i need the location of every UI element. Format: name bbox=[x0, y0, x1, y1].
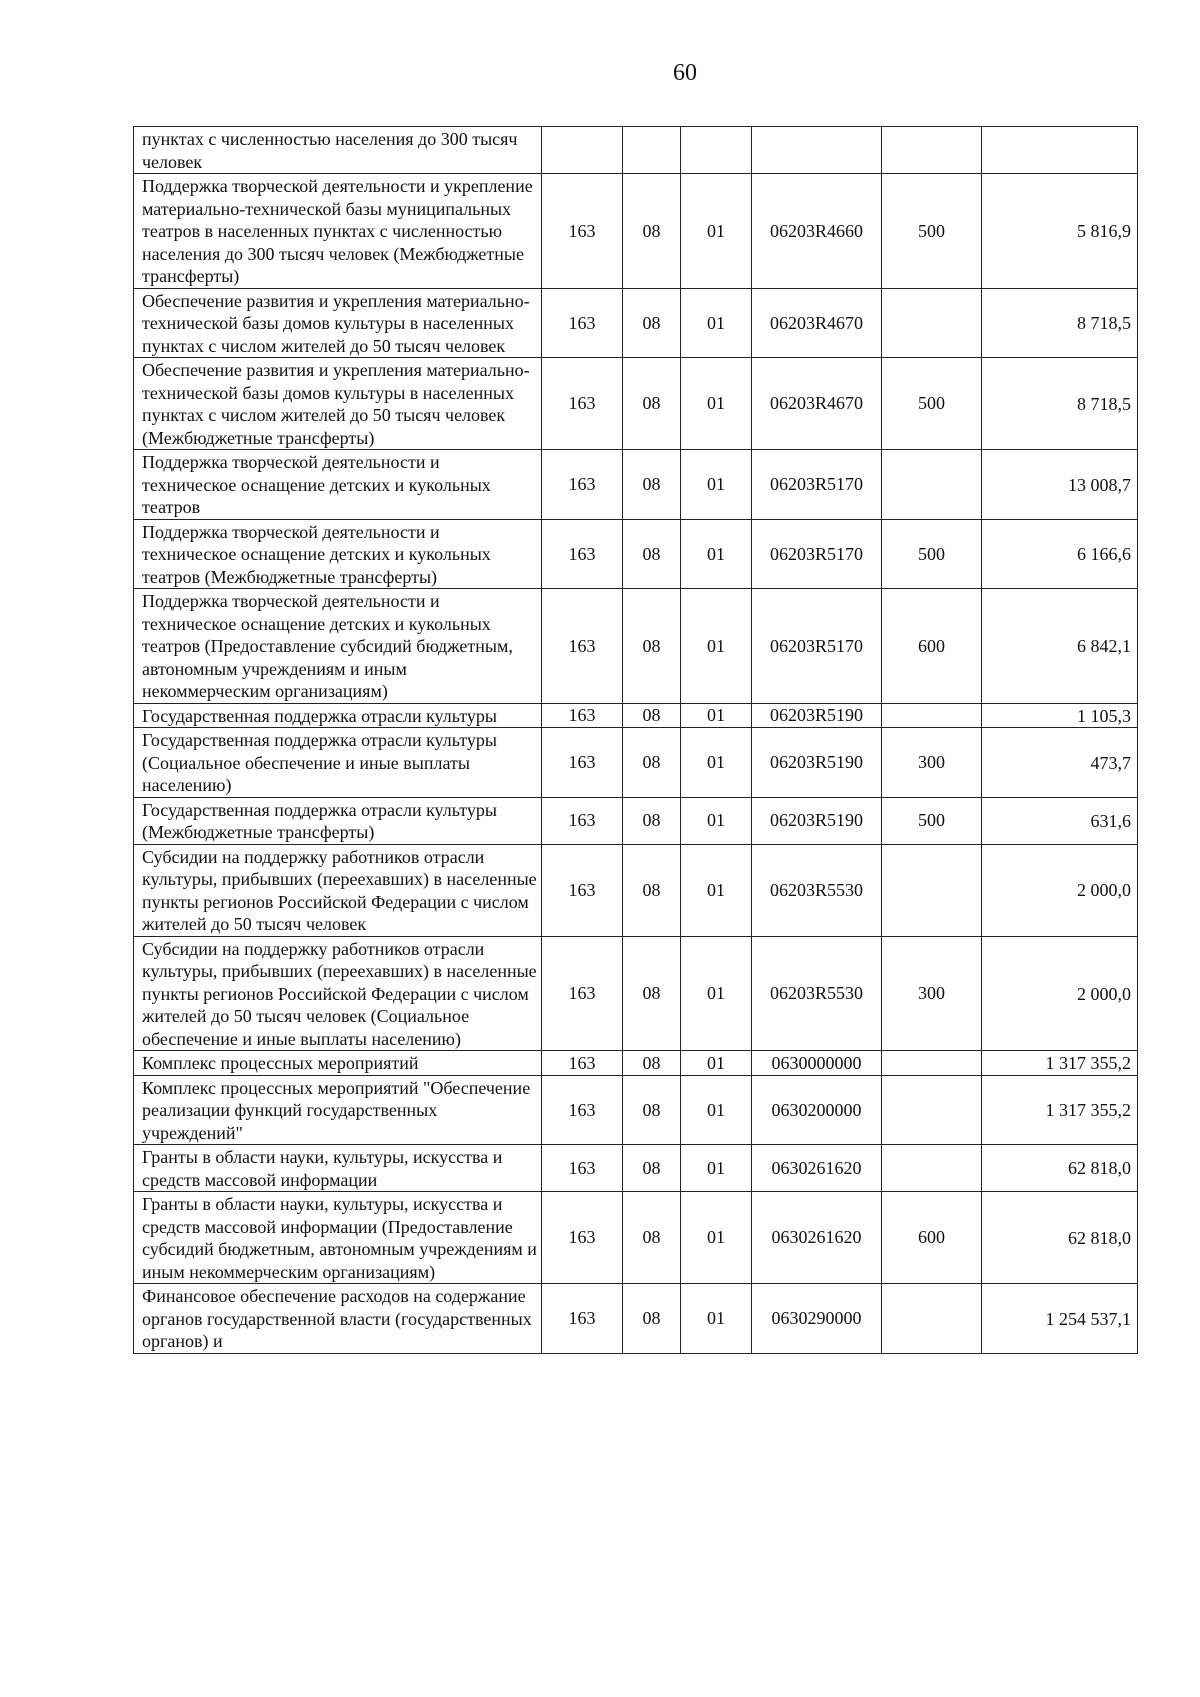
subsection-code-cell: 01 bbox=[681, 450, 752, 520]
amount-cell bbox=[982, 127, 1138, 174]
row-name-cell: Обеспечение развития и укрепления материально-технической базы домов культуры в населенных пунктах с числом жителей до 50 тысяч человек (Межбюджетные трансферты) bbox=[134, 358, 542, 450]
expense-type-cell: 500 bbox=[882, 519, 982, 589]
expense-type-cell: 600 bbox=[882, 1192, 982, 1284]
row-name-cell: Государственная поддержка отрасли культуры bbox=[134, 703, 542, 728]
target-article-cell: 06203R4670 bbox=[752, 288, 882, 358]
table-row bbox=[134, 1145, 1138, 1192]
ved-code-cell: 163 bbox=[542, 1192, 623, 1284]
ved-code-cell: 163 bbox=[542, 288, 623, 358]
section-code-cell: 08 bbox=[623, 589, 681, 704]
table-row bbox=[134, 1192, 1138, 1284]
expense-type-cell bbox=[882, 844, 982, 936]
section-code-cell: 08 bbox=[623, 1145, 681, 1192]
ved-code-cell: 163 bbox=[542, 519, 623, 589]
table-row bbox=[134, 288, 1138, 358]
ved-code-cell: 163 bbox=[542, 797, 623, 844]
table-row bbox=[134, 1284, 1138, 1354]
subsection-code-cell: 01 bbox=[681, 703, 752, 728]
table-row bbox=[134, 1075, 1138, 1145]
table-row bbox=[134, 358, 1138, 450]
page-number: 60 bbox=[673, 60, 697, 86]
amount-cell: 1 317 355,2 bbox=[982, 1075, 1138, 1145]
target-article-cell: 06203R4660 bbox=[752, 174, 882, 289]
amount-cell: 473,7 bbox=[982, 728, 1138, 798]
ved-code-cell: 163 bbox=[542, 589, 623, 704]
ved-code-cell: 163 bbox=[542, 936, 623, 1051]
budget-table bbox=[133, 126, 1138, 1354]
expense-type-cell bbox=[882, 1075, 982, 1145]
target-article-cell: 0630000000 bbox=[752, 1051, 882, 1076]
row-name-cell: Комплекс процессных мероприятий bbox=[134, 1051, 542, 1076]
amount-cell: 1 317 355,2 bbox=[982, 1051, 1138, 1076]
table-row bbox=[134, 936, 1138, 1051]
budget-table-body bbox=[134, 127, 1138, 1354]
subsection-code-cell: 01 bbox=[681, 844, 752, 936]
expense-type-cell: 500 bbox=[882, 358, 982, 450]
subsection-code-cell: 01 bbox=[681, 728, 752, 798]
expense-type-cell bbox=[882, 1145, 982, 1192]
ved-code-cell: 163 bbox=[542, 1284, 623, 1354]
subsection-code-cell: 01 bbox=[681, 1075, 752, 1145]
ved-code-cell: 163 bbox=[542, 1075, 623, 1145]
expense-type-cell bbox=[882, 703, 982, 728]
amount-cell: 2 000,0 bbox=[982, 936, 1138, 1051]
target-article-cell: 0630200000 bbox=[752, 1075, 882, 1145]
subsection-code-cell bbox=[681, 127, 752, 174]
table-row bbox=[134, 450, 1138, 520]
target-article-cell: 06203R5170 bbox=[752, 519, 882, 589]
row-name-cell: пунктах с численностью населения до 300 тысяч человек bbox=[134, 127, 542, 174]
expense-type-cell: 600 bbox=[882, 589, 982, 704]
section-code-cell: 08 bbox=[623, 1192, 681, 1284]
expense-type-cell: 500 bbox=[882, 174, 982, 289]
expense-type-cell: 300 bbox=[882, 936, 982, 1051]
amount-cell: 8 718,5 bbox=[982, 358, 1138, 450]
amount-cell: 13 008,7 bbox=[982, 450, 1138, 520]
subsection-code-cell: 01 bbox=[681, 797, 752, 844]
row-name-cell: Поддержка творческой деятельности и укрепление материально-технической базы муниципальных театров в населенных пунктах с численностью населения до 300 тысяч человек (Межбюджетные трансферты) bbox=[134, 174, 542, 289]
row-name-cell: Государственная поддержка отрасли культуры (Социальное обеспечение и иные выплаты населению) bbox=[134, 728, 542, 798]
row-name-cell: Государственная поддержка отрасли культуры (Межбюджетные трансферты) bbox=[134, 797, 542, 844]
target-article-cell bbox=[752, 127, 882, 174]
expense-type-cell bbox=[882, 450, 982, 520]
subsection-code-cell: 01 bbox=[681, 1145, 752, 1192]
amount-cell: 62 818,0 bbox=[982, 1145, 1138, 1192]
row-name-cell: Обеспечение развития и укрепления материально-технической базы домов культуры в населенных пунктах с числом жителей до 50 тысяч человек bbox=[134, 288, 542, 358]
section-code-cell: 08 bbox=[623, 703, 681, 728]
subsection-code-cell: 01 bbox=[681, 589, 752, 704]
ved-code-cell: 163 bbox=[542, 1051, 623, 1076]
section-code-cell: 08 bbox=[623, 728, 681, 798]
section-code-cell: 08 bbox=[623, 1075, 681, 1145]
ved-code-cell bbox=[542, 127, 623, 174]
target-article-cell: 06203R5190 bbox=[752, 728, 882, 798]
row-name-cell: Субсидии на поддержку работников отрасли культуры, прибывших (переехавших) в населенные пункты регионов Российской Федерации с числом жителей до 50 тысяч человек (Социальное обеспечение и иные выплаты населению) bbox=[134, 936, 542, 1051]
expense-type-cell bbox=[882, 1284, 982, 1354]
table-row bbox=[134, 797, 1138, 844]
target-article-cell: 06203R4670 bbox=[752, 358, 882, 450]
amount-cell: 2 000,0 bbox=[982, 844, 1138, 936]
table-row bbox=[134, 127, 1138, 174]
table-row bbox=[134, 519, 1138, 589]
row-name-cell: Комплекс процессных мероприятий "Обеспечение реализации функций государственных учреждений" bbox=[134, 1075, 542, 1145]
section-code-cell: 08 bbox=[623, 936, 681, 1051]
ved-code-cell: 163 bbox=[542, 450, 623, 520]
subsection-code-cell: 01 bbox=[681, 519, 752, 589]
amount-cell: 62 818,0 bbox=[982, 1192, 1138, 1284]
section-code-cell: 08 bbox=[623, 450, 681, 520]
amount-cell: 1 105,3 bbox=[982, 703, 1138, 728]
row-name-cell: Поддержка творческой деятельности и техническое оснащение детских и кукольных театров (Предоставление субсидий бюджетным, автономным учреждениям и иным некоммерческим организациям) bbox=[134, 589, 542, 704]
section-code-cell: 08 bbox=[623, 844, 681, 936]
expense-type-cell bbox=[882, 288, 982, 358]
table-row bbox=[134, 589, 1138, 704]
row-name-cell: Финансовое обеспечение расходов на содержание органов государственной власти (государственных органов) и bbox=[134, 1284, 542, 1354]
table-row bbox=[134, 728, 1138, 798]
amount-cell: 8 718,5 bbox=[982, 288, 1138, 358]
row-name-cell: Поддержка творческой деятельности и техническое оснащение детских и кукольных театров (Межбюджетные трансферты) bbox=[134, 519, 542, 589]
table-row bbox=[134, 844, 1138, 936]
ved-code-cell: 163 bbox=[542, 728, 623, 798]
section-code-cell: 08 bbox=[623, 1051, 681, 1076]
target-article-cell: 0630290000 bbox=[752, 1284, 882, 1354]
target-article-cell: 06203R5530 bbox=[752, 936, 882, 1051]
section-code-cell: 08 bbox=[623, 1284, 681, 1354]
ved-code-cell: 163 bbox=[542, 174, 623, 289]
expense-type-cell bbox=[882, 127, 982, 174]
target-article-cell: 06203R5170 bbox=[752, 589, 882, 704]
subsection-code-cell: 01 bbox=[681, 288, 752, 358]
subsection-code-cell: 01 bbox=[681, 1051, 752, 1076]
table-row bbox=[134, 174, 1138, 289]
expense-type-cell: 300 bbox=[882, 728, 982, 798]
row-name-cell: Субсидии на поддержку работников отрасли культуры, прибывших (переехавших) в населенные пункты регионов Российской Федерации с числом жителей до 50 тысяч человек bbox=[134, 844, 542, 936]
subsection-code-cell: 01 bbox=[681, 358, 752, 450]
subsection-code-cell: 01 bbox=[681, 1192, 752, 1284]
section-code-cell: 08 bbox=[623, 174, 681, 289]
subsection-code-cell: 01 bbox=[681, 174, 752, 289]
amount-cell: 6 842,1 bbox=[982, 589, 1138, 704]
target-article-cell: 06203R5170 bbox=[752, 450, 882, 520]
target-article-cell: 06203R5190 bbox=[752, 797, 882, 844]
expense-type-cell: 500 bbox=[882, 797, 982, 844]
ved-code-cell: 163 bbox=[542, 1145, 623, 1192]
section-code-cell: 08 bbox=[623, 288, 681, 358]
amount-cell: 6 166,6 bbox=[982, 519, 1138, 589]
ved-code-cell: 163 bbox=[542, 358, 623, 450]
section-code-cell: 08 bbox=[623, 519, 681, 589]
subsection-code-cell: 01 bbox=[681, 1284, 752, 1354]
amount-cell: 5 816,9 bbox=[982, 174, 1138, 289]
amount-cell: 631,6 bbox=[982, 797, 1138, 844]
section-code-cell bbox=[623, 127, 681, 174]
row-name-cell: Гранты в области науки, культуры, искусства и средств массовой информации (Предоставление субсидий бюджетным, автономным учреждениям и иным некоммерческим организациям) bbox=[134, 1192, 542, 1284]
target-article-cell: 0630261620 bbox=[752, 1145, 882, 1192]
target-article-cell: 0630261620 bbox=[752, 1192, 882, 1284]
target-article-cell: 06203R5530 bbox=[752, 844, 882, 936]
row-name-cell: Гранты в области науки, культуры, искусства и средств массовой информации bbox=[134, 1145, 542, 1192]
row-name-cell: Поддержка творческой деятельности и техническое оснащение детских и кукольных театров bbox=[134, 450, 542, 520]
table-row bbox=[134, 1051, 1138, 1076]
section-code-cell: 08 bbox=[623, 358, 681, 450]
amount-cell: 1 254 537,1 bbox=[982, 1284, 1138, 1354]
expense-type-cell bbox=[882, 1051, 982, 1076]
ved-code-cell: 163 bbox=[542, 844, 623, 936]
target-article-cell: 06203R5190 bbox=[752, 703, 882, 728]
ved-code-cell: 163 bbox=[542, 703, 623, 728]
subsection-code-cell: 01 bbox=[681, 936, 752, 1051]
table-row bbox=[134, 703, 1138, 728]
section-code-cell: 08 bbox=[623, 797, 681, 844]
